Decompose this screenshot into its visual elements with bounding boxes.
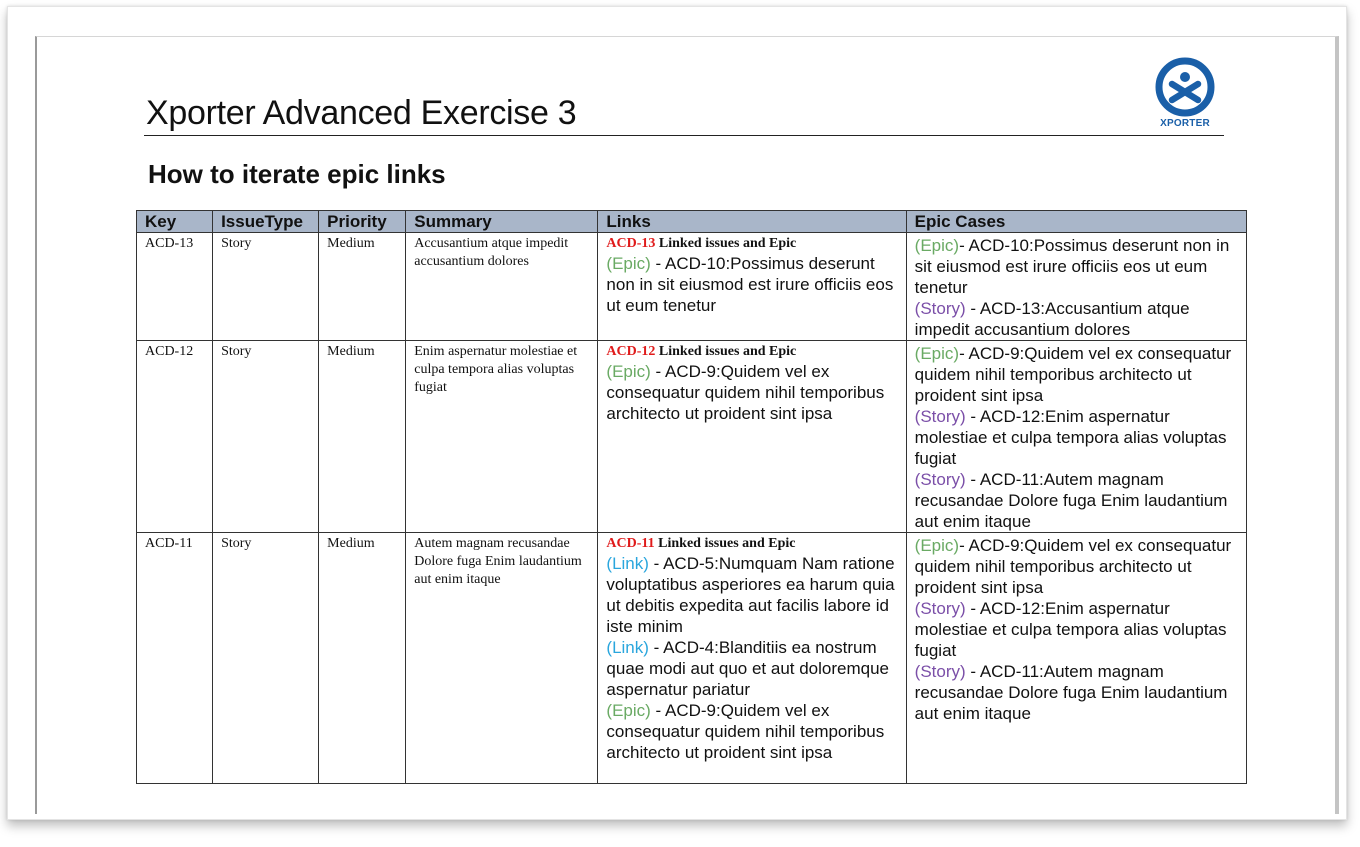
cell-epic-cases [906, 341, 1246, 533]
cell-links [598, 533, 906, 784]
cell-priority: Medium [319, 533, 406, 784]
cell-epic-cases [906, 533, 1246, 784]
links-heading [606, 235, 897, 253]
epic-case-tag: (Story) [914, 662, 966, 681]
header-key: Key [137, 211, 213, 233]
link-entry [606, 361, 897, 424]
epic-case-text: - ACD-11:Autem magnam recusandae Dolore fuga Enim laudantium aut enim itaque [914, 470, 1228, 531]
cell-summary: Autem magnam recusandae Dolore fuga Enim laudantium aut enim itaque [406, 533, 598, 784]
epic-case-entry [915, 661, 1238, 724]
section-heading: How to iterate epic links [148, 159, 446, 189]
cell-key: ACD-13 [137, 233, 213, 341]
epic-case-tag: (Story) [914, 407, 966, 426]
link-text: - ACD-10:Possimus deserunt non in sit eiusmod est irure officiis eos ut eum tenetur [606, 254, 894, 315]
epic-case-tag: (Story) [914, 599, 966, 618]
cell-key: ACD-11 [137, 533, 213, 784]
epic-case-text: - ACD-13:Accusantium atque impedit accusantium dolores [914, 299, 1190, 339]
epic-case-entry [915, 298, 1238, 340]
epic-case-tag: (Epic) [914, 236, 960, 255]
epic-case-entry [915, 535, 1238, 598]
link-tag: (Epic) [606, 701, 651, 720]
link-entry [606, 700, 897, 763]
cell-summary: Enim aspernatur molestiae et culpa tempora alias voluptas fugiat [406, 341, 598, 533]
epic-case-text: - ACD-10:Possimus deserunt non in sit eiusmod est irure officiis eos ut eum tenetur [914, 236, 1230, 297]
epic-case-text: - ACD-11:Autem magnam recusandae Dolore fuga Enim laudantium aut enim itaque [914, 662, 1228, 723]
links-heading [606, 343, 897, 361]
links-heading-key: ACD-13 [606, 236, 656, 251]
cell-epic-cases [906, 233, 1246, 341]
cell-links [598, 341, 906, 533]
header-links: Links [598, 211, 906, 233]
cell-priority: Medium [319, 341, 406, 533]
link-tag: (Epic) [606, 254, 651, 273]
link-tag: (Epic) [606, 362, 651, 381]
epic-case-entry [915, 343, 1238, 406]
header-issuetype: IssueType [213, 211, 319, 233]
epic-case-entry [915, 406, 1238, 469]
cell-links [598, 233, 906, 341]
cell-issuetype: Story [213, 533, 319, 784]
table-row [137, 233, 1247, 341]
links-heading-key: ACD-11 [606, 536, 655, 551]
logo-wordmark: XPORTER [1160, 118, 1210, 129]
document-page [35, 36, 1339, 814]
link-text: - ACD-9:Quidem vel ex consequatur quidem nihil temporibus architecto ut proident sint ipsa [606, 701, 885, 762]
table-header-row [137, 211, 1247, 233]
epic-case-entry [915, 598, 1238, 661]
cell-key: ACD-12 [137, 341, 213, 533]
epic-case-tag: (Story) [914, 470, 966, 489]
links-heading-text: Linked issues and Epic [655, 236, 797, 251]
links-heading [606, 535, 897, 553]
link-entry [606, 553, 897, 637]
cell-priority: Medium [319, 233, 406, 341]
table-row [137, 341, 1247, 533]
epic-case-text: - ACD-12:Enim aspernatur molestiae et culpa tempora alias voluptas fugiat [914, 407, 1227, 468]
link-text: - ACD-5:Numquam Nam ratione voluptatibus asperiores ea harum quia ut debitis expedita aut facilis labore id iste minim [606, 554, 895, 636]
header-summary: Summary [406, 211, 598, 233]
cell-issuetype: Story [213, 341, 319, 533]
epic-case-tag: (Epic) [914, 536, 960, 555]
xporter-logo [1152, 57, 1218, 131]
link-entry [606, 253, 897, 316]
link-entry [606, 637, 897, 700]
issues-table [136, 210, 1247, 784]
document-frame [7, 6, 1347, 820]
links-heading-text: Linked issues and Epic [655, 344, 797, 359]
header-epic-cases: Epic Cases [906, 211, 1246, 233]
epic-case-entry [915, 469, 1238, 532]
epic-case-text: - ACD-9:Quidem vel ex consequatur quidem nihil temporibus architecto ut proident sint ipsa [914, 344, 1232, 405]
link-tag: (Link) [606, 554, 649, 573]
cell-issuetype: Story [213, 233, 319, 341]
link-text: - ACD-9:Quidem vel ex consequatur quidem nihil temporibus architecto ut proident sint ipsa [606, 362, 885, 423]
header-priority: Priority [319, 211, 406, 233]
links-heading-text: Linked issues and Epic [654, 536, 796, 551]
title-underline [144, 135, 1224, 136]
epic-case-text: - ACD-9:Quidem vel ex consequatur quidem nihil temporibus architecto ut proident sint ipsa [914, 536, 1232, 597]
epic-case-text: - ACD-12:Enim aspernatur molestiae et culpa tempora alias voluptas fugiat [914, 599, 1227, 660]
table-row [137, 533, 1247, 784]
epic-case-tag: (Epic) [914, 344, 960, 363]
cell-summary: Accusantium atque impedit accusantium dolores [406, 233, 598, 341]
epic-case-entry [915, 235, 1238, 298]
link-tag: (Link) [606, 638, 649, 657]
links-heading-key: ACD-12 [606, 344, 656, 359]
document-title: Xporter Advanced Exercise 3 [146, 94, 577, 132]
xporter-logo-icon [1152, 57, 1218, 117]
link-text: - ACD-4:Blanditiis ea nostrum quae modi aut quo et aut doloremque aspernatur pariatur [606, 638, 889, 699]
epic-case-tag: (Story) [914, 299, 966, 318]
